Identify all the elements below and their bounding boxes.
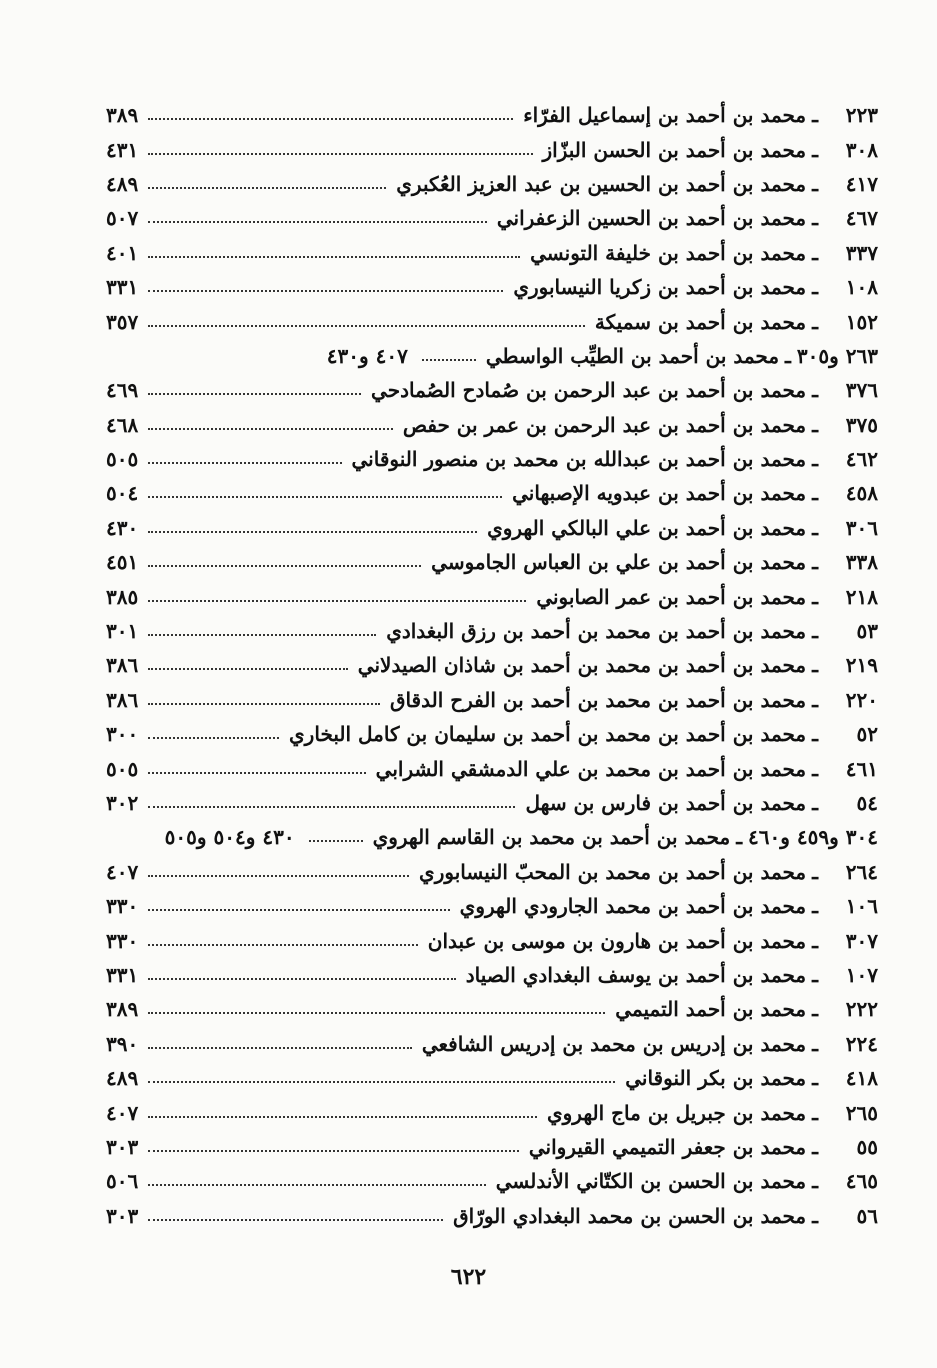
entry-number: ٢٢٢ xyxy=(845,997,878,1022)
dot-leader xyxy=(148,462,341,464)
entry-number: ٥٣ xyxy=(856,619,878,644)
entry-dash: ـ xyxy=(812,1031,818,1056)
entry-name: محمد بن أحمد بن خليفة التونسي xyxy=(530,240,807,265)
index-entry xyxy=(106,545,878,579)
index-entry xyxy=(106,958,878,992)
dot-leader xyxy=(148,153,532,155)
index-entry xyxy=(106,339,878,373)
dot-leader xyxy=(422,359,476,361)
entry-dash: ـ xyxy=(812,515,818,540)
entry-pages: ٣٨٩ xyxy=(106,997,139,1022)
index-entry xyxy=(106,992,878,1026)
dot-leader xyxy=(148,737,279,739)
index-entry xyxy=(106,201,878,235)
entry-number: ٤١٨ xyxy=(845,1066,878,1091)
entry-pages: ٣٣١ xyxy=(106,962,139,987)
index-entry xyxy=(106,373,878,407)
entry-number: ٣٠٧ xyxy=(845,928,878,953)
entry-dash: ـ xyxy=(812,1066,818,1091)
index-entry xyxy=(106,1027,878,1061)
dot-leader xyxy=(148,221,487,223)
entry-name: محمد بن بكر النوقاني xyxy=(625,1066,807,1091)
dot-leader xyxy=(148,875,409,877)
index-entry xyxy=(106,98,878,132)
entry-pages: ٣٨٥ xyxy=(106,584,139,609)
entry-pages: ٤٠٧ xyxy=(106,859,139,884)
entry-name: محمد بن أحمد بن عبد الرحمن بن عمر بن حفص xyxy=(402,412,807,437)
entry-dash: ـ xyxy=(812,687,818,712)
entry-name: محمد بن أحمد بن الحسين الزعفراني xyxy=(496,206,807,231)
entry-number: ٤٦٥ xyxy=(845,1169,878,1194)
entry-dash: ـ xyxy=(812,584,818,609)
entry-number: ٣٣٧ xyxy=(845,240,878,265)
dot-leader xyxy=(148,1219,443,1221)
index-entry xyxy=(106,236,878,270)
entry-name: محمد بن أحمد بن الحسين بن عبد العزيز العُكبري xyxy=(396,171,807,196)
entry-pages: ٣٠١ xyxy=(106,619,139,644)
entry-name: محمد بن أحمد بن فارس بن سهل xyxy=(525,791,807,815)
dot-leader xyxy=(148,325,585,327)
page-number: ٦٢٢ xyxy=(450,1264,487,1290)
entry-number: ٤١٧ xyxy=(845,171,878,196)
entry-number: ٢٢٣ xyxy=(845,103,878,128)
entry-dash: ـ xyxy=(812,103,818,128)
index-entry xyxy=(106,442,878,476)
entry-pages: ٤٠٧ و٤٣٠ xyxy=(326,343,408,368)
index-entry xyxy=(106,751,878,785)
dot-leader xyxy=(148,1047,412,1049)
entry-name: محمد بن أحمد التميمي xyxy=(615,997,807,1022)
entry-name: محمد بن أحمد بن محمد بن أحمد بن رزق البغدادي xyxy=(386,619,807,644)
entry-dash: ـ xyxy=(812,997,818,1022)
entry-pages: ٥٠٤ xyxy=(106,481,139,506)
index-entry xyxy=(106,683,878,717)
entry-number: ٤٥٨ xyxy=(845,481,878,506)
entry-number: ٣٠٦ xyxy=(845,515,878,540)
entry-dash: ـ xyxy=(812,137,818,162)
index-entry xyxy=(106,1095,878,1129)
entry-name: محمد بن أحمد بن إسماعيل الفرّاء xyxy=(523,103,807,128)
entry-pages: ٤٣٠ xyxy=(106,515,139,540)
dot-leader xyxy=(148,428,393,430)
entry-name: محمد بن أحمد بن محمد بن القاسم الهروي xyxy=(372,825,731,850)
entry-number: ٥٤ xyxy=(856,791,878,815)
index-entry xyxy=(106,855,878,889)
entry-pages: ٣٥٧ xyxy=(106,309,139,334)
index-entry xyxy=(106,167,878,201)
entry-name: محمد بن أحمد بن محمد بن أحمد بن سليمان بن كامل البخاري xyxy=(289,722,807,747)
entry-number: ٢١٨ xyxy=(845,584,878,609)
entry-pages: ٣٨٦ xyxy=(106,687,139,712)
dot-leader xyxy=(148,668,348,670)
entry-name: محمد بن أحمد بن يوسف البغدادي الصياد xyxy=(465,962,807,987)
dot-leader xyxy=(148,565,421,567)
entry-pages: ٣٠٠ xyxy=(106,722,139,747)
index-entry xyxy=(106,1130,878,1164)
entry-dash: ـ xyxy=(812,378,818,403)
index-entry xyxy=(106,614,878,648)
entry-pages: ٥٠٦ xyxy=(106,1169,139,1194)
entry-dash: ـ xyxy=(736,825,743,850)
index-entry xyxy=(106,923,878,957)
dot-leader xyxy=(148,978,456,980)
entry-name: محمد بن أحمد بن محمد الجارودي الهروي xyxy=(459,894,807,919)
entry-pages: ٣٩٠ xyxy=(106,1031,139,1056)
dot-leader xyxy=(148,703,380,705)
entry-dash: ـ xyxy=(812,550,818,575)
entry-dash: ـ xyxy=(812,1134,818,1159)
entry-dash: ـ xyxy=(812,309,818,334)
entry-pages: ٣٠٣ xyxy=(106,1134,139,1159)
entry-name: محمد بن أحمد بن عبدالله بن محمد بن منصور النوقاني xyxy=(351,447,807,472)
entry-pages: ٤٦٨ xyxy=(106,412,139,437)
entry-dash: ـ xyxy=(812,756,818,781)
dot-leader xyxy=(148,634,376,636)
index-entry xyxy=(106,476,878,510)
entry-dash: ـ xyxy=(812,894,818,919)
entry-number: ٢٦٤ xyxy=(845,859,878,884)
index-entry xyxy=(106,579,878,613)
dot-leader xyxy=(148,290,503,292)
entry-number: ٣٧٦ xyxy=(845,378,878,403)
entry-name: محمد بن جبريل بن ماج الهروي xyxy=(546,1100,807,1125)
entry-pages: ٣٨٦ xyxy=(106,653,139,678)
entry-pages: ٣٣١ xyxy=(106,275,139,300)
entry-number: ٤٦٧ xyxy=(845,206,878,231)
entry-number: ٣٧٥ xyxy=(845,412,878,437)
dot-leader xyxy=(148,1081,615,1083)
entry-number: ٢١٩ xyxy=(845,653,878,678)
dot-leader xyxy=(148,1116,537,1118)
entry-number: ٢٦٥ xyxy=(845,1100,878,1125)
index-entry xyxy=(106,820,878,854)
entry-number: ٤٦٢ xyxy=(845,447,878,472)
index-entry xyxy=(106,786,878,820)
entry-number: ٥٥ xyxy=(856,1134,878,1159)
entry-number: ٢٢٠ xyxy=(845,687,878,712)
dot-leader xyxy=(148,496,502,498)
entry-name: محمد بن أحمد بن زكريا النيسابوري xyxy=(513,275,807,300)
entry-dash: ـ xyxy=(812,412,818,437)
dot-leader xyxy=(148,806,515,808)
entry-pages: ٤٠٧ xyxy=(106,1100,139,1125)
entry-name: محمد بن أحمد بن محمد بن المحبّ النيسابوري xyxy=(419,859,807,884)
index-entry xyxy=(106,1199,878,1233)
entry-dash: ـ xyxy=(812,206,818,231)
index-entry xyxy=(106,408,878,442)
entry-dash: ـ xyxy=(812,240,818,265)
index-entry xyxy=(106,304,878,338)
entry-pages: ٤٨٩ xyxy=(106,1066,139,1091)
entry-dash: ـ xyxy=(812,171,818,196)
dot-leader xyxy=(148,1012,605,1014)
dot-leader xyxy=(148,600,526,602)
dot-leader xyxy=(148,393,361,395)
entry-pages: ٥٠٥ xyxy=(106,756,139,781)
entry-number: ٤٦١ xyxy=(845,756,878,781)
entry-name: محمد بن أحمد بن عبدويه الإصبهاني xyxy=(512,481,807,506)
entry-name: محمد بن أحمد بن محمد بن أحمد بن الفرح الدقاق xyxy=(389,687,807,712)
dot-leader xyxy=(148,187,386,189)
entry-pages: ٣٣٠ xyxy=(106,928,139,953)
index-entry xyxy=(106,270,878,304)
dot-leader xyxy=(148,1184,486,1186)
entry-number: ٣٣٨ xyxy=(845,550,878,575)
entry-number: ١٠٨ xyxy=(845,275,878,300)
entry-pages: ٤٣٠ و٥٠٤ و٥٠٥ xyxy=(164,825,295,850)
index-entry xyxy=(106,1061,878,1095)
entry-pages: ٤٥١ xyxy=(106,550,139,575)
entry-number: ٣٠٤ و٤٥٩ و٤٦٠ xyxy=(748,825,878,850)
entry-dash: ـ xyxy=(812,1169,818,1194)
entry-dash: ـ xyxy=(812,653,818,678)
entry-name: محمد بن الحسن بن محمد البغدادي الورّاق xyxy=(453,1203,807,1228)
index-entry xyxy=(106,132,878,166)
entry-name: محمد بن أحمد بن سميكة xyxy=(594,309,807,334)
entry-dash: ـ xyxy=(785,343,791,368)
entry-pages: ٣٨٩ xyxy=(106,103,139,128)
entry-pages: ٣٠٢ xyxy=(106,791,139,815)
entry-number: ٣٠٨ xyxy=(845,137,878,162)
entry-pages: ٣٠٣ xyxy=(106,1203,139,1228)
entry-name: محمد بن أحمد بن هارون بن موسى بن عبدان xyxy=(427,928,807,953)
index-entry xyxy=(106,1164,878,1198)
entry-number: ٢٦٣ و٣٠٥ xyxy=(796,343,878,368)
entry-name: محمد بن أحمد بن الطيِّب الواسطي xyxy=(485,343,780,368)
entry-dash: ـ xyxy=(812,962,818,987)
index-entry xyxy=(106,889,878,923)
entry-name: محمد بن أحمد بن محمد بن أحمد بن شاذان الصيدلاني xyxy=(357,653,807,678)
dot-leader xyxy=(148,909,449,911)
dot-leader xyxy=(148,772,365,774)
entry-name: محمد بن الحسن بن الكتّاني الأندلسي xyxy=(495,1169,807,1194)
entry-dash: ـ xyxy=(812,275,818,300)
index-entry xyxy=(106,511,878,545)
dot-leader xyxy=(148,256,520,258)
entry-dash: ـ xyxy=(812,1203,818,1228)
entry-number: ١٠٦ xyxy=(845,894,878,919)
entry-pages: ٤٣١ xyxy=(106,137,139,162)
entry-name: محمد بن أحمد بن علي بن العباس الجاموسي xyxy=(431,550,807,575)
dot-leader xyxy=(148,531,477,533)
entry-pages: ٥٠٥ xyxy=(106,447,139,472)
entry-dash: ـ xyxy=(812,481,818,506)
entry-name: محمد بن إدريس بن محمد بن إدريس الشافعي xyxy=(421,1031,807,1056)
dot-leader xyxy=(148,118,513,120)
entry-name: محمد بن أحمد بن الحسن البزّاز xyxy=(542,137,807,162)
entry-dash: ـ xyxy=(812,1100,818,1125)
entry-dash: ـ xyxy=(812,619,818,644)
entry-number: ٥٢ xyxy=(856,722,878,747)
entry-number: ٢٢٤ xyxy=(845,1031,878,1056)
entry-name: محمد بن أحمد بن علي البالكي الهروي xyxy=(487,515,807,540)
index-entry xyxy=(106,648,878,682)
entry-pages: ٤٨٩ xyxy=(106,171,139,196)
entry-name: محمد بن أحمد بن عبد الرحمن بن صُمادح الصُمادحي xyxy=(371,378,807,403)
entry-dash: ـ xyxy=(812,859,818,884)
entry-pages: ٣٣٠ xyxy=(106,894,139,919)
dot-leader xyxy=(148,1150,519,1152)
entry-pages: ٥٠٧ xyxy=(106,206,139,231)
entry-name: محمد بن أحمد بن عمر الصابوني xyxy=(536,584,807,609)
entry-number: ١٥٢ xyxy=(845,309,878,334)
entry-dash: ـ xyxy=(812,791,818,815)
index-list xyxy=(106,98,878,1233)
dot-leader xyxy=(148,944,418,946)
entry-number: ٥٦ xyxy=(856,1203,878,1228)
index-entry xyxy=(106,717,878,751)
entry-name: محمد بن جعفر التميمي القيرواني xyxy=(528,1134,807,1159)
entry-pages: ٤٦٩ xyxy=(106,378,139,403)
entry-dash: ـ xyxy=(812,928,818,953)
entry-pages: ٤٠١ xyxy=(106,240,139,265)
dot-leader xyxy=(309,840,363,842)
entry-name: محمد بن أحمد بن محمد بن علي الدمشقي الشرابي xyxy=(375,756,807,781)
entry-dash: ـ xyxy=(812,722,818,747)
entry-dash: ـ xyxy=(812,447,818,472)
entry-number: ١٠٧ xyxy=(845,962,878,987)
